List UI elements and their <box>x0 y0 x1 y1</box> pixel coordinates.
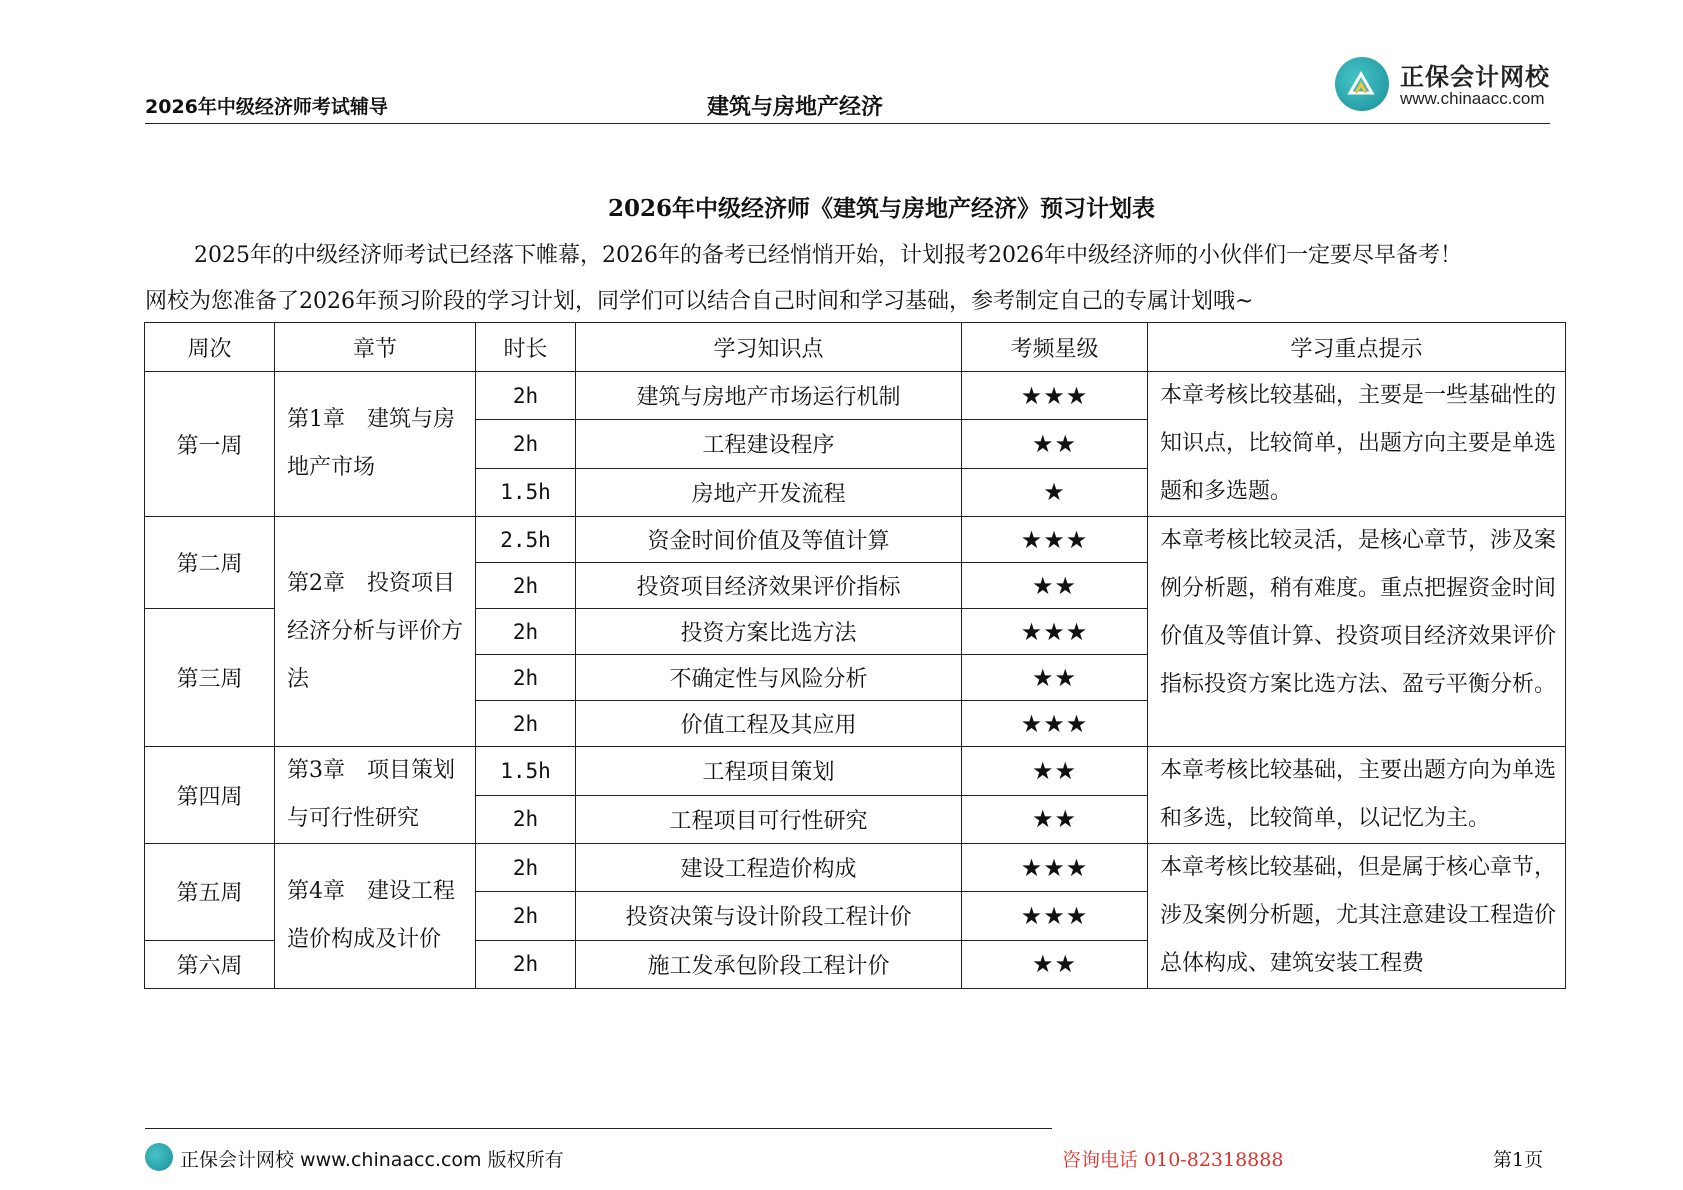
footer-phone: 咨询电话 010-82318888 <box>1062 1149 1284 1171</box>
knowledge-point-cell: 施工发承包阶段工程计价 <box>576 940 962 988</box>
study-plan-table <box>144 322 1566 989</box>
chapter-cell: 第4章 建设工程造价构成及计价 <box>275 844 476 989</box>
header-week: 周次 <box>145 323 275 372</box>
duration-cell: 2h <box>476 892 576 940</box>
header-study-tips: 学习重点提示 <box>1148 323 1566 372</box>
tip-text: 本章考核比较基础，主要出题方向为单选和多选，比较简单，以记忆为主。 <box>1160 758 1557 831</box>
tip-text: 本章考核比较基础，但是属于核心章节，涉及案例分析题，尤其注意建设工程造价总体构成、建筑安装工程费 <box>1160 855 1557 976</box>
duration-cell: 2h <box>476 655 576 701</box>
stars-cell: ★ <box>962 468 1148 516</box>
stars-cell: ★★★ <box>962 701 1148 747</box>
stars-cell: ★★★ <box>962 372 1148 420</box>
tip-cell <box>1148 517 1566 747</box>
week-cell: 第二周 <box>145 517 275 609</box>
knowledge-point-cell: 价值工程及其应用 <box>576 701 962 747</box>
logo-name: 正保会计网校 <box>1400 63 1550 91</box>
duration-cell: 2h <box>476 609 576 655</box>
knowledge-point-cell: 房地产开发流程 <box>576 468 962 516</box>
footer-copyright: 正保会计网校 www.chinaacc.com 版权所有 <box>180 1149 564 1171</box>
duration-cell: 2h <box>476 420 576 468</box>
knowledge-point-cell: 投资决策与设计阶段工程计价 <box>576 892 962 940</box>
duration-cell: 2h <box>476 940 576 988</box>
header-knowledge-point: 学习知识点 <box>576 323 962 372</box>
duration-cell: 2h <box>476 844 576 892</box>
stars-cell: ★★ <box>962 420 1148 468</box>
stars-cell: ★★★ <box>962 844 1148 892</box>
chapter-cell: 第2章 投资项目经济分析与评价方法 <box>275 517 476 747</box>
duration-cell: 2h <box>476 701 576 747</box>
knowledge-point-cell: 工程建设程序 <box>576 420 962 468</box>
tip-cell <box>1148 372 1566 517</box>
stars-cell: ★★★ <box>962 609 1148 655</box>
tip-text: 本章考核比较灵活，是核心章节，涉及案例分析题，稍有难度。重点把握资金时间价值及等值计算、投资项目经济效果评价指标投资方案比选方法、盈亏平衡分析。 <box>1160 528 1557 697</box>
duration-cell: 2.5h <box>476 517 576 563</box>
knowledge-point-cell: 建筑与房地产市场运行机制 <box>576 372 962 420</box>
intro-line-2: 网校为您准备了2026年预习阶段的学习计划，同学们可以结合自己时间和学习基础，参考制定自己的专属计划哦~ <box>145 289 1254 314</box>
header-subject: 建筑与房地产经济 <box>707 94 884 120</box>
header-chapter: 章节 <box>275 323 476 372</box>
stars-cell: ★★★ <box>962 517 1148 563</box>
week-cell: 第四周 <box>145 747 275 844</box>
duration-cell: 2h <box>476 795 576 844</box>
table-row <box>145 517 1566 563</box>
knowledge-point-cell: 建设工程造价构成 <box>576 844 962 892</box>
stars-cell: ★★ <box>962 747 1148 796</box>
brand-logo[interactable] <box>1335 55 1550 115</box>
logo-icon <box>1335 57 1389 111</box>
table-row <box>145 747 1566 796</box>
tip-text: 本章考核比较基础，主要是一些基础性的知识点，比较简单，出题方向主要是单选题和多选题。 <box>1160 383 1557 504</box>
week-cell: 第三周 <box>145 609 275 747</box>
duration-cell: 2h <box>476 563 576 609</box>
chapter-cell: 第3章 项目策划与可行性研究 <box>275 747 476 844</box>
table-header-row <box>145 323 1566 372</box>
week-cell: 第五周 <box>145 844 275 941</box>
knowledge-point-cell: 工程项目策划 <box>576 747 962 796</box>
footer-divider <box>145 1128 1052 1129</box>
knowledge-point-cell: 投资方案比选方法 <box>576 609 962 655</box>
stars-cell: ★★ <box>962 563 1148 609</box>
header-frequency-stars: 考频星级 <box>962 323 1148 372</box>
table-row <box>145 372 1566 420</box>
knowledge-point-cell: 不确定性与风险分析 <box>576 655 962 701</box>
footer-logo-icon <box>145 1143 173 1171</box>
stars-cell: ★★ <box>962 655 1148 701</box>
intro-line-1: 2025年的中级经济师考试已经落下帷幕，2026年的备考已经悄悄开始，计划报考2026年中级经济师的小伙伴们一定要尽早备考！ <box>194 243 1462 268</box>
tip-cell <box>1148 844 1566 989</box>
table-row <box>145 844 1566 892</box>
document-title: 2026年中级经济师《建筑与房地产经济》预习计划表 <box>607 195 1155 222</box>
week-cell: 第六周 <box>145 940 275 988</box>
knowledge-point-cell: 投资项目经济效果评价指标 <box>576 563 962 609</box>
header-left-title: 2026年中级经济师考试辅导 <box>145 96 388 118</box>
intro-paragraph <box>145 233 1555 325</box>
page-number: 第1页 <box>1493 1149 1544 1171</box>
header-duration: 时长 <box>476 323 576 372</box>
chapter-cell: 第1章 建筑与房地产市场 <box>275 372 476 517</box>
header-divider <box>145 123 1550 124</box>
week-cell: 第一周 <box>145 372 275 517</box>
duration-cell: 2h <box>476 372 576 420</box>
stars-cell: ★★★ <box>962 892 1148 940</box>
knowledge-point-cell: 工程项目可行性研究 <box>576 795 962 844</box>
stars-cell: ★★ <box>962 940 1148 988</box>
stars-cell: ★★ <box>962 795 1148 844</box>
logo-url: www.chinaacc.com <box>1400 89 1545 108</box>
duration-cell: 1.5h <box>476 468 576 516</box>
tip-cell <box>1148 747 1566 844</box>
duration-cell: 1.5h <box>476 747 576 796</box>
knowledge-point-cell: 资金时间价值及等值计算 <box>576 517 962 563</box>
